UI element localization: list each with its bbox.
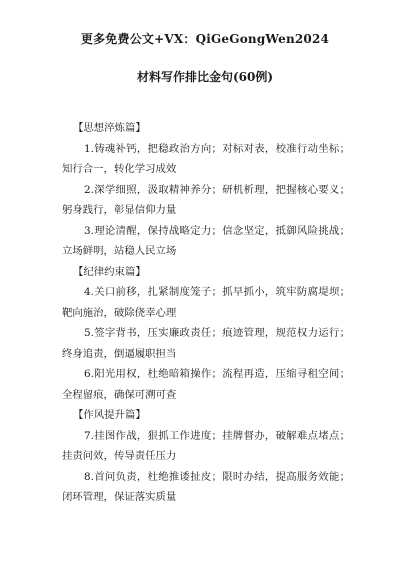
list-item: 1.铸魂补钙，把稳政治方向；对标对表，校准行动坐标；知行合一，转化学习成效 — [62, 142, 350, 175]
promo-header: 更多免费公文+VX：QiGeGongWen2024 — [80, 32, 330, 46]
list-item: 2.深学细照，汲取精神养分；研机析理，把握核心要义；躬身践行，彰显信仰力量 — [62, 183, 350, 216]
section-heading: 【思想淬炼篇】 — [73, 122, 146, 134]
list-item: 7.挂图作战，狠抓工作进度；挂牌督办，破解难点堵点；挂责问效，传导责任压力 — [62, 429, 350, 462]
document-body — [62, 118, 350, 508]
section-heading: 【纪律约束篇】 — [73, 265, 146, 278]
list-item: 3.理论清醒，保持战略定力；信念坚定，抵御风险挑战；立场鲜明，站稳人民立场 — [62, 224, 350, 257]
document-title: 材料写作排比金句(60例) — [136, 70, 274, 84]
list-item: 4.关口前移，扎紧制度笼子；抓早抓小，筑牢防腐堤坝；靶向施治，破除侥幸心理 — [62, 286, 350, 319]
list-item: 8.首问负责，杜绝推诿扯皮；限时办结，提高服务效能；闭环管理，保证落实质量 — [62, 470, 350, 503]
list-item: 6.阳光用权，杜绝暗箱操作；流程再造，压缩寻租空间；全程留痕，确保可溯可查 — [62, 368, 350, 401]
list-item: 5.签字背书，压实廉政责任；痕迹管理，规范权力运行；终身追责，倒逼履职担当 — [62, 327, 350, 360]
section-heading: 【作风提升篇】 — [73, 409, 146, 421]
